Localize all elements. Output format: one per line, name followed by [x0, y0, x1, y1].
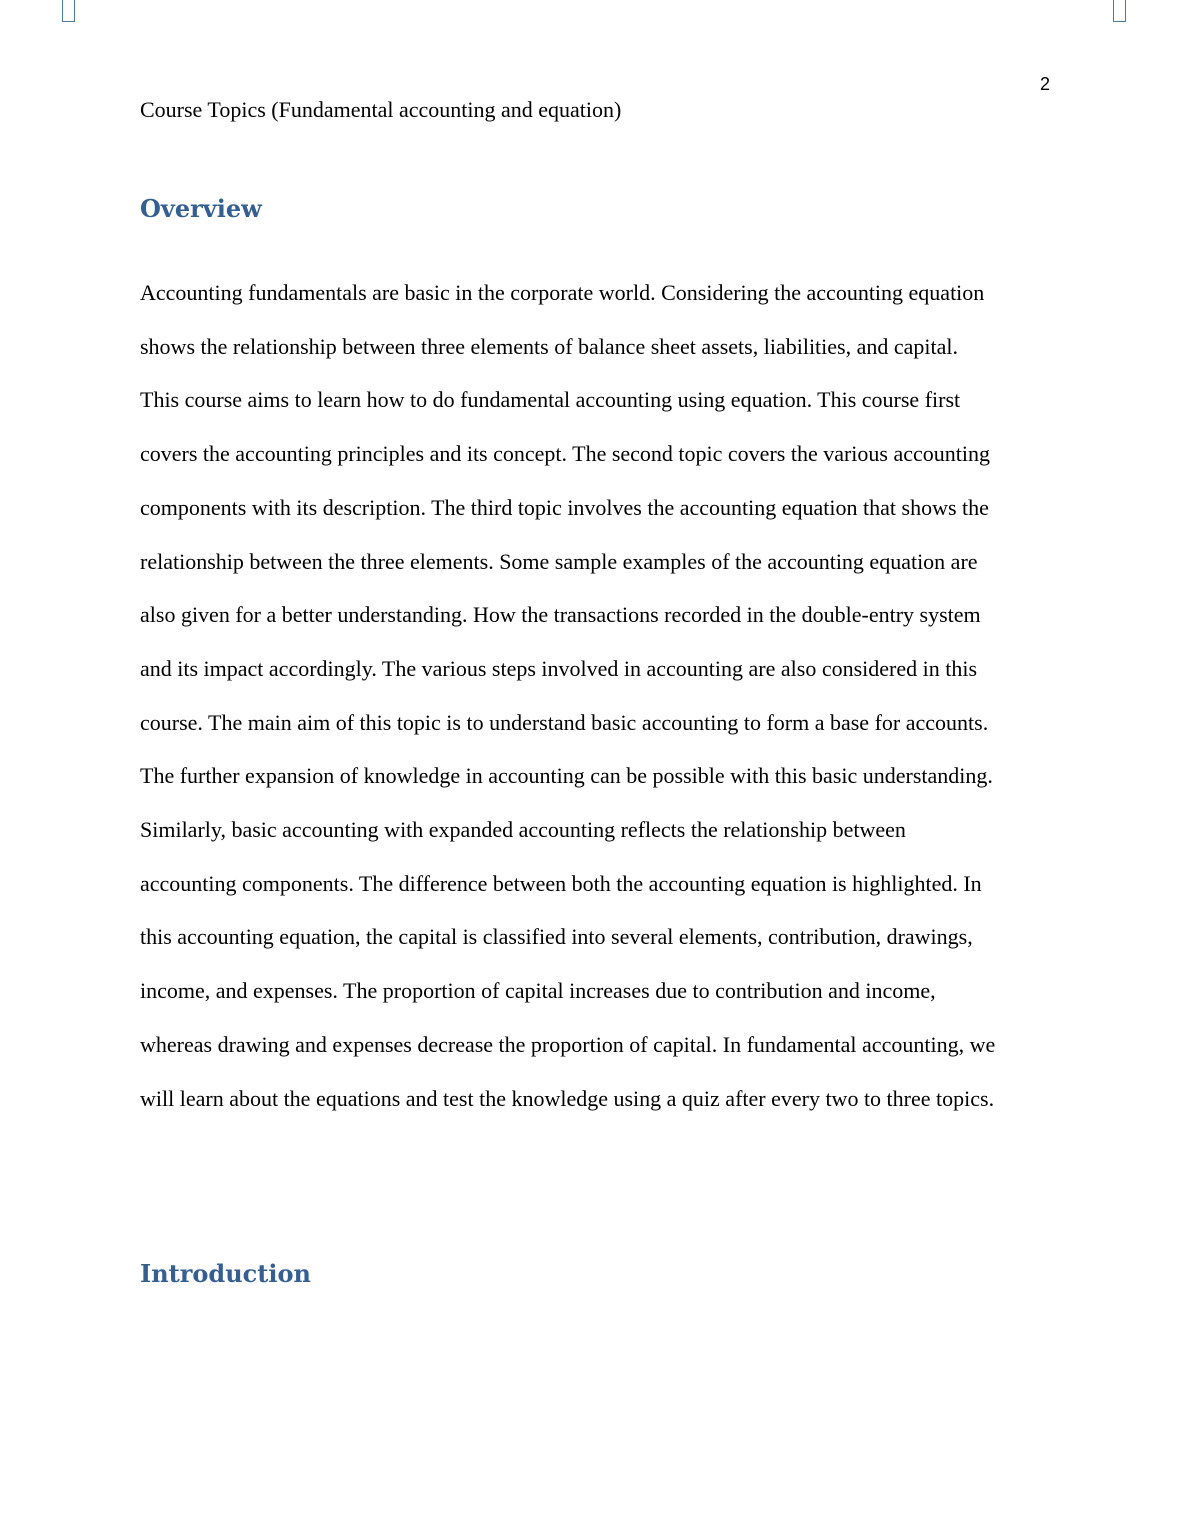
- paragraph-line: This course aims to learn how to do fundamental accounting using equation. This course first: [140, 387, 961, 413]
- paragraph-line: relationship between the three elements. Some sample examples of the accounting equation are: [140, 548, 978, 574]
- paragraph-line: course. The main aim of this topic is to understand basic accounting to form a base for accounts.: [140, 709, 989, 735]
- page-number: 2: [1039, 74, 1050, 94]
- paragraph-line: income, and expenses. The proportion of capital increases due to contribution and income,: [140, 978, 936, 1004]
- introduction-heading: Introduction: [140, 1259, 311, 1288]
- running-header: Course Topics (Fundamental accounting and equation): [140, 97, 622, 122]
- paragraph-line: whereas drawing and expenses decrease the proportion of capital. In fundamental accounting, we: [140, 1031, 996, 1057]
- paragraph-line: accounting components. The difference between both the accounting equation is highlighted. In: [140, 870, 982, 896]
- left-margin-corner-mark: [62, 0, 75, 22]
- paragraph-line: this accounting equation, the capital is classified into several elements, contribution, drawings,: [140, 924, 973, 950]
- overview-heading: Overview: [140, 194, 262, 223]
- paragraph-line: will learn about the equations and test the knowledge using a quiz after every two to three topics.: [140, 1085, 995, 1111]
- paragraph-line: The further expansion of knowledge in accounting can be possible with this basic understanding.: [140, 763, 993, 789]
- paragraph-line: also given for a better understanding. How the transactions recorded in the double-entry system: [140, 602, 981, 628]
- paragraph-line: Similarly, basic accounting with expanded accounting reflects the relationship between: [140, 817, 906, 843]
- paragraph-line: Accounting fundamentals are basic in the corporate world. Considering the accounting equation: [140, 280, 985, 305]
- paragraph-line: covers the accounting principles and its concept. The second topic covers the various accounting: [140, 441, 990, 467]
- overview-paragraph: [140, 266, 1060, 1125]
- right-margin-corner-mark: [1113, 0, 1126, 22]
- paragraph-line: components with its description. The third topic involves the accounting equation that shows the: [140, 494, 989, 520]
- paragraph-line: and its impact accordingly. The various steps involved in accounting are also considered in this: [140, 655, 978, 681]
- paragraph-line: shows the relationship between three elements of balance sheet assets, liabilities, and capital.: [140, 333, 959, 359]
